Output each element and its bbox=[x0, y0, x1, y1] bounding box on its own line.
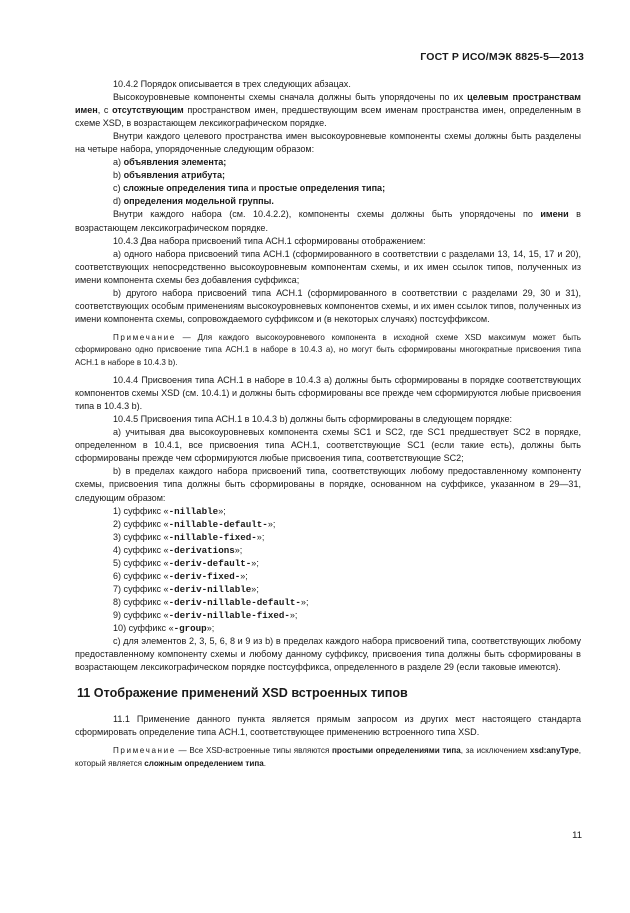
paragraph-10-4-4: 10.4.4 Присвоения типа АСН.1 в наборе в 10.4.3 а) должны быть сформированы в порядке соответствующих компонентов схемы XSD (см. 10.4.1) и должны быть сформированы все прежде чем сформируются любые присвоения типа в 10.4.3 b). bbox=[75, 375, 581, 412]
paragraph-four-sets: Внутри каждого целевого пространства имен высокоуровневые компоненты схемы должны быть разделены на четыре набора, упорядоченные следующим образом: bbox=[75, 131, 581, 155]
note-2: Примечание — Все XSD-встроенные типы являются простыми определениями типа, за исключением xsd:anyType, который является сложным определением типа. bbox=[75, 746, 581, 768]
paragraph-ordering: Высокоуровневые компоненты схемы сначала должны быть упорядочены по их целевым пространствам имен, с отсутствующим пространством имен, предшествующим всем именам пространства имен, определенным в схеме XSD, в возрастающем лексикографическом порядке. bbox=[75, 92, 581, 129]
suffix-item: 2) суффикс «-nillable-default-»; bbox=[113, 518, 276, 530]
suffix-item: 1) суффикс «-nillable»; bbox=[113, 505, 226, 517]
paragraph-11-1: 11.1 Применение данного пункта является прямым запросом из других мест настоящего стандарта сформировать определение типа АСН.1, соответствующее применению встроенного типа XSD. bbox=[75, 714, 581, 738]
paragraph-10-4-5: 10.4.5 Присвоения типа АСН.1 в 10.4.3 b) должны быть сформированы в следующем порядке: bbox=[113, 414, 513, 425]
paragraph-10-4-2: 10.4.2 Порядок описывается в трех следующих абзацах. bbox=[113, 79, 351, 89]
suffix-item: 4) суффикс «-derivations»; bbox=[113, 544, 243, 556]
list-item: d) определения модельной группы. bbox=[113, 196, 274, 207]
suffix-item: 5) суффикс «-deriv-default-»; bbox=[113, 557, 259, 569]
list-item: а) объявления элемента; bbox=[113, 157, 227, 168]
section-heading-11: 11 Отображение применений XSD встроенных типов bbox=[77, 686, 408, 701]
paragraph-10-4-5-c: c) для элементов 2, 3, 5, 6, 8 и 9 из b) в пределах каждого набора присвоений типа, соответствующих любому предоставленному компоненту схемы и любому данному суффиксу, присвоения типа должны быть сформированы в возрастающем лексикографическом порядке постсуффикса, определенного в разделе 29 (если таковые имеются). bbox=[75, 636, 581, 673]
paragraph-10-4-3-b: b) другого набора присвоений типа АСН.1 (сформированного в соответствии с разделами 29, 30 и 31), соответствующих особым применениям высокоуровневых компонентов схемы, и их имен ссылок типов, полученных из имени компонента схемы, сопровождаемого суффиксом и (в некоторых случаях) постсуффиксом. bbox=[75, 287, 581, 324]
paragraph-10-4-3: 10.4.3 Два набора присвоений типа АСН.1 сформированы отображением: bbox=[113, 235, 426, 246]
list-item: c) сложные определения типа и простые определения типа; bbox=[113, 183, 386, 194]
suffix-item: 10) суффикс «-group»; bbox=[113, 623, 215, 634]
paragraph-10-4-5-a: а) учитывая два высокоуровневых компонента схемы SC1 и SC2, где SC1 предшествует SC2 в порядке, определенном в 10.4.1, все присвоения типа АСН.1, соответствующие SC1 (если такие есть), должны быть сформированы прежде чем сформируются любые присвоения типа, соответствующие SC2; bbox=[75, 427, 581, 464]
suffix-item: 8) суффикс «-deriv-nillable-default-»; bbox=[113, 596, 309, 608]
suffix-item: 7) суффикс «-deriv-nillable»; bbox=[113, 583, 259, 595]
suffix-item: 9) суффикс «-deriv-nillable-fixed-»; bbox=[113, 609, 298, 621]
page-number: 11 bbox=[572, 830, 582, 841]
suffix-item: 6) суффикс «-deriv-fixed-»; bbox=[113, 570, 248, 582]
paragraph-inside-set: Внутри каждого набора (см. 10.4.2.2), компоненты схемы должны быть упорядочены по имени в возрастающем лексикографическом порядке. bbox=[75, 209, 581, 233]
page-body bbox=[75, 78, 581, 770]
paragraph-10-4-5-b: b) в пределах каждого набора присвоений типа, соответствующих любому предоставленному компоненту схемы, присвоения типа должны быть сформированы в порядке, основанном на суффиксе, указанном в 29—31, следующим образом: bbox=[75, 466, 581, 503]
note-1: Примечание — Для каждого высокоуровневого компонента в исходной схеме XSD максимум может быть сформировано одно присвоение типа АСН.1 в наборе в 10.4.3 а), но могут быть сформированы многократные присвоения типа АСН.1 в наборе в 10.4.3 b). bbox=[75, 332, 581, 367]
standard-header: ГОСТ Р ИСО/МЭК 8825-5—2013 bbox=[420, 51, 584, 63]
suffix-item: 3) суффикс «-nillable-fixed-»; bbox=[113, 531, 265, 543]
paragraph-10-4-3-a: а) одного набора присвоений типа АСН.1 (сформированного в соответствии с разделами 13, 14, 15, 17 и 20), соответствующих непосредственно высокоуровневым компонентам схемы, и их имен ссылок типов, полученных из имени компонента схемы без добавления суффикса; bbox=[75, 248, 581, 285]
list-item: b) объявления атрибута; bbox=[113, 170, 225, 181]
